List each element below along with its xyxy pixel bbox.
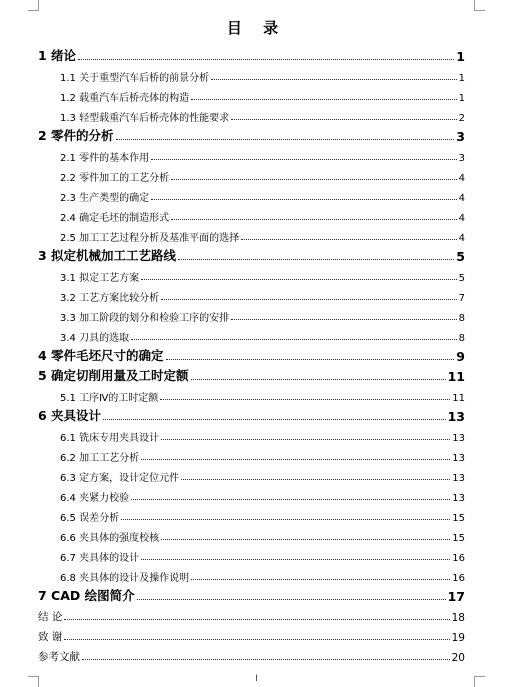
toc-entry[interactable] — [38, 504, 465, 524]
toc-entry-title: 3.1 拟定工艺方案 — [60, 273, 140, 284]
dot-leader — [241, 239, 457, 240]
toc-entry[interactable] — [38, 104, 465, 124]
toc-entry[interactable] — [38, 364, 465, 384]
dot-leader — [78, 59, 454, 60]
table-of-contents — [38, 44, 465, 664]
dot-leader — [161, 439, 450, 440]
toc-entry-page: 13 — [452, 473, 465, 484]
dot-leader — [121, 519, 450, 520]
toc-entry-page: 5 — [456, 249, 465, 264]
dot-leader — [191, 99, 457, 100]
toc-entry-title: 2.4 确定毛坯的制造形式 — [60, 213, 170, 224]
toc-entry-title: 1.1 关于重型汽车后桥的前景分析 — [60, 73, 210, 84]
toc-entry-page: 13 — [452, 453, 465, 464]
dot-leader — [64, 619, 449, 620]
toc-entry-title: 6.2 加工工艺分析 — [60, 453, 140, 464]
toc-entry-page: 3 — [458, 153, 465, 164]
toc-entry-title: 5.1 工序Ⅳ的工时定额 — [60, 393, 159, 404]
toc-entry[interactable] — [38, 124, 465, 144]
toc-entry[interactable] — [38, 624, 465, 644]
toc-entry-page: 2 — [458, 113, 465, 124]
toc-entry[interactable] — [38, 304, 465, 324]
toc-entry-title: 3.2 工艺方案比较分析 — [60, 293, 160, 304]
toc-entry-title: 6 夹具设计 — [38, 408, 102, 423]
toc-entry-page: 13 — [452, 493, 465, 504]
dot-leader — [116, 139, 455, 140]
toc-entry[interactable] — [38, 584, 465, 604]
toc-entry-title: 致 谢 — [38, 631, 63, 643]
dot-leader — [166, 359, 455, 360]
toc-entry[interactable] — [38, 564, 465, 584]
toc-title: 目 录 — [226, 19, 287, 37]
toc-entry[interactable] — [38, 604, 465, 624]
crop-mark-top-right — [474, 0, 485, 11]
toc-entry-title: 2.2 零件加工的工艺分析 — [60, 173, 170, 184]
toc-entry[interactable] — [38, 84, 465, 104]
toc-entry-page: 13 — [452, 433, 465, 444]
toc-entry[interactable] — [38, 264, 465, 284]
toc-entry[interactable] — [38, 244, 465, 264]
dot-leader — [151, 159, 457, 160]
dot-leader — [141, 459, 450, 460]
toc-entry-page: 13 — [447, 409, 465, 424]
toc-entry-page: 4 — [458, 213, 465, 224]
toc-entry[interactable] — [38, 544, 465, 564]
toc-entry-title: 6.8 夹具体的设计及操作说明 — [60, 573, 190, 584]
toc-entry-page: 11 — [447, 369, 465, 384]
toc-entry-title: 2.5 加工工艺过程分析及基准平面的选择 — [60, 233, 240, 244]
toc-entry-title: 4 零件毛坯尺寸的确定 — [38, 348, 164, 363]
toc-entry[interactable] — [38, 464, 465, 484]
toc-entry-page: 4 — [458, 173, 465, 184]
toc-entry[interactable] — [38, 64, 465, 84]
toc-entry[interactable] — [38, 644, 465, 664]
toc-entry-title: 7 CAD 绘图简介 — [38, 588, 135, 603]
toc-entry[interactable] — [38, 164, 465, 184]
toc-entry-title: 5 确定切削用量及工时定额 — [38, 368, 189, 383]
toc-entry[interactable] — [38, 224, 465, 244]
dot-leader — [231, 119, 457, 120]
toc-entry-page: 1 — [458, 73, 465, 84]
dot-leader — [82, 659, 450, 660]
toc-entry-page: 7 — [458, 293, 465, 304]
page-number-footer: I — [255, 674, 258, 684]
toc-entry-title: 参考文献 — [38, 651, 80, 663]
toc-entry-page: 3 — [456, 129, 465, 144]
dot-leader — [137, 599, 446, 600]
toc-entry-page: 4 — [458, 193, 465, 204]
dot-leader — [171, 219, 457, 220]
toc-entry-title: 6.5 误差分析 — [60, 513, 120, 524]
dot-leader — [161, 299, 457, 300]
toc-entry-title: 1 绪论 — [38, 48, 77, 63]
toc-entry[interactable] — [38, 144, 465, 164]
toc-entry[interactable] — [38, 184, 465, 204]
toc-entry-title: 6.1 铣床专用夹具设计 — [60, 433, 160, 444]
toc-entry-title: 6.4 夹紧力校验 — [60, 493, 130, 504]
toc-entry[interactable] — [38, 384, 465, 404]
toc-entry[interactable] — [38, 404, 465, 424]
dot-leader — [160, 399, 450, 400]
toc-entry-page: 15 — [452, 533, 465, 544]
toc-entry[interactable] — [38, 44, 465, 64]
toc-entry-title: 2.3 生产类型的确定 — [60, 193, 150, 204]
dot-leader — [131, 499, 450, 500]
dot-leader — [171, 179, 457, 180]
toc-entry-page: 4 — [458, 233, 465, 244]
dot-leader — [178, 259, 454, 260]
toc-entry-title: 3.3 加工阶段的划分和检验工序的安排 — [60, 313, 230, 324]
toc-entry-title: 2.1 零件的基本作用 — [60, 153, 150, 164]
toc-entry-title: 6.3 定方案，设计定位元件 — [60, 473, 180, 484]
dot-leader — [191, 379, 446, 380]
toc-entry[interactable] — [38, 284, 465, 304]
toc-entry-title: 2 零件的分析 — [38, 128, 114, 143]
toc-entry-page: 11 — [452, 393, 465, 404]
toc-entry-page: 17 — [447, 589, 465, 604]
toc-entry-page: 5 — [458, 273, 465, 284]
dot-leader — [141, 279, 457, 280]
toc-entry-page: 20 — [451, 652, 465, 664]
crop-mark-top-left — [28, 0, 39, 11]
toc-entry[interactable] — [38, 444, 465, 464]
dot-leader — [141, 559, 450, 560]
toc-entry[interactable] — [38, 324, 465, 344]
dot-leader — [211, 79, 457, 80]
toc-entry-page: 18 — [451, 612, 465, 624]
toc-entry[interactable] — [38, 424, 465, 444]
dot-leader — [231, 319, 457, 320]
toc-entry-title: 1.3 轻型载重汽车后桥壳体的性能要求 — [60, 113, 230, 124]
toc-entry-page: 1 — [456, 49, 465, 64]
toc-entry-title: 6.6 夹具体的强度校核 — [60, 533, 160, 544]
toc-entry-title: 结 论 — [38, 611, 63, 623]
dot-leader — [151, 199, 457, 200]
dot-leader — [64, 639, 449, 640]
toc-entry[interactable] — [38, 344, 465, 364]
toc-entry[interactable] — [38, 524, 465, 544]
toc-entry[interactable] — [38, 484, 465, 504]
toc-entry-page: 19 — [451, 632, 465, 644]
toc-entry-page: 16 — [452, 573, 465, 584]
toc-entry-page: 1 — [458, 93, 465, 104]
toc-entry-page: 8 — [458, 313, 465, 324]
toc-entry-title: 3 拟定机械加工工艺路线 — [38, 248, 177, 263]
toc-entry-title: 3.4 刀具的选取 — [60, 333, 130, 344]
toc-entry[interactable] — [38, 204, 465, 224]
dot-leader — [181, 479, 450, 480]
toc-entry-title: 6.7 夹具体的设计 — [60, 553, 140, 564]
toc-entry-page: 16 — [452, 553, 465, 564]
dot-leader — [103, 419, 446, 420]
dot-leader — [131, 339, 457, 340]
toc-entry-page: 9 — [456, 349, 465, 364]
dot-leader — [161, 539, 450, 540]
toc-entry-page: 8 — [458, 333, 465, 344]
dot-leader — [191, 579, 450, 580]
toc-entry-title: 1.2 载重汽车后桥壳体的构造 — [60, 93, 190, 104]
toc-entry-page: 15 — [452, 513, 465, 524]
